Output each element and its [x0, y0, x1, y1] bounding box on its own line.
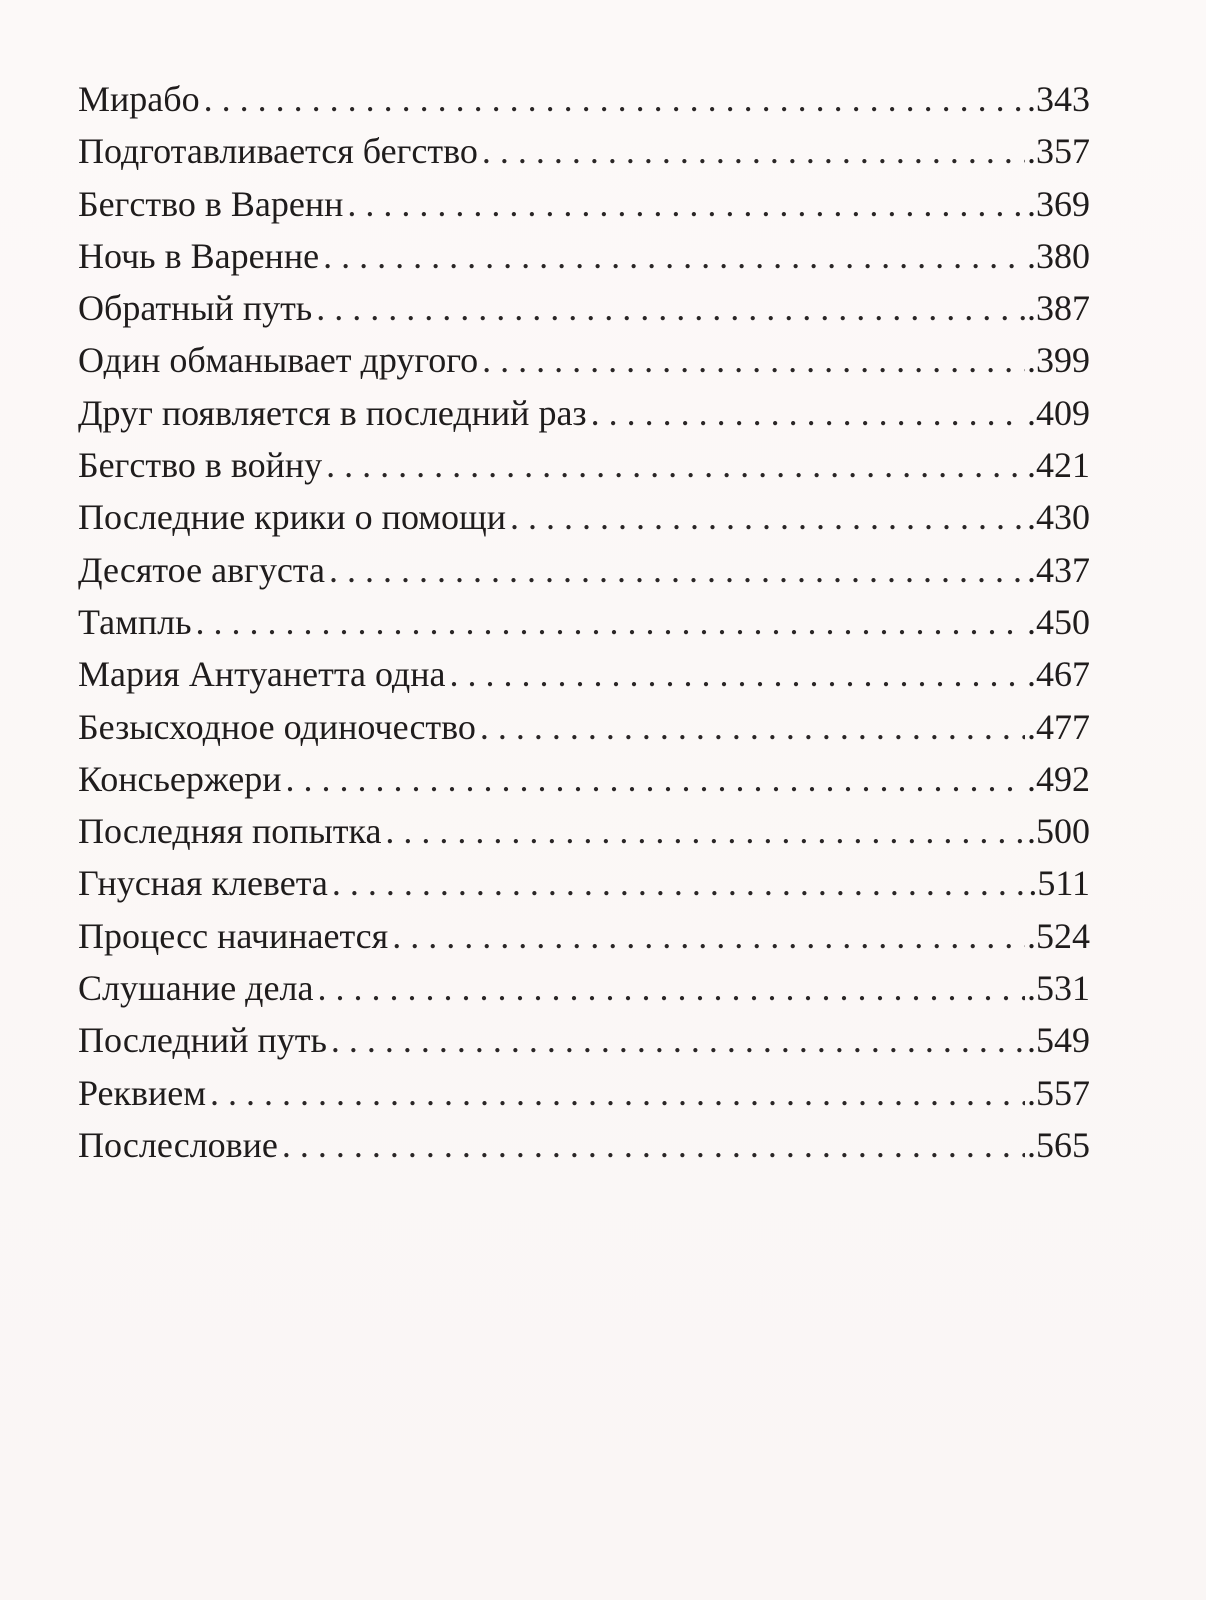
toc-entry [78, 183, 1090, 235]
dot-leader [317, 967, 1025, 1009]
toc-entry-page: .467 [1027, 654, 1090, 695]
toc-entry-page: .409 [1027, 392, 1090, 433]
toc-entry [78, 862, 1090, 914]
toc-entry [78, 496, 1090, 548]
dot-leader [282, 1124, 1025, 1166]
toc-entry-page: .450 [1027, 601, 1090, 642]
toc-entry-title: Безысходное одиночество [78, 706, 476, 747]
toc-entry-title: Обратный путь [78, 288, 313, 329]
toc-entry [78, 915, 1090, 967]
toc-entry-page: .369 [1027, 183, 1090, 224]
toc-entry [78, 130, 1090, 182]
toc-entry [78, 810, 1090, 862]
toc-entry [78, 758, 1090, 810]
toc-entry-title: Мирабо [78, 79, 200, 119]
toc-entry-page: .430 [1027, 497, 1090, 538]
toc-entry-page: .511 [1028, 863, 1090, 904]
table-of-contents [78, 78, 1090, 1176]
toc-entry [78, 967, 1090, 1019]
toc-entry [78, 653, 1090, 705]
toc-entry-title: Друг появляется в последний раз [78, 392, 587, 433]
toc-entry-page: .357 [1027, 131, 1090, 172]
dot-leader [450, 653, 1026, 695]
toc-entry [78, 444, 1090, 496]
dot-leader [196, 601, 1025, 643]
dot-leader [385, 810, 1025, 852]
dot-leader [482, 339, 1025, 381]
toc-entry-title: Консьержери [78, 758, 282, 799]
toc-entry [78, 339, 1090, 391]
toc-entry [78, 392, 1090, 444]
dot-leader [347, 183, 1025, 225]
toc-entry-title: Ночь в Варенне [78, 235, 320, 276]
toc-entry-title: Гнусная клевета [78, 863, 328, 904]
dot-leader [510, 496, 1025, 538]
toc-entry-page: .399 [1027, 340, 1090, 381]
toc-entry [78, 287, 1090, 339]
toc-entry-title: Процесс начинается [78, 915, 389, 956]
toc-entry-title: Один обманывает другого [78, 340, 479, 381]
toc-entry-title: Последняя попытка [78, 811, 382, 852]
toc-entry [78, 1072, 1090, 1124]
dot-leader [482, 130, 1025, 172]
dot-leader [286, 758, 1025, 800]
dot-leader [480, 706, 1025, 748]
toc-entry-page: .524 [1027, 915, 1090, 956]
dot-leader [316, 287, 1025, 329]
toc-entry-page: .343 [1027, 79, 1090, 119]
dot-leader [210, 1072, 1025, 1114]
toc-entry-title: Подготавливается бегство [78, 131, 478, 172]
dot-leader [392, 915, 1025, 957]
toc-entry-page: .387 [1027, 288, 1090, 329]
toc-entry-page: .437 [1027, 549, 1090, 590]
dot-leader [326, 444, 1025, 486]
toc-entry [78, 706, 1090, 758]
toc-entry-title: Реквием [78, 1072, 207, 1113]
dot-leader [331, 1019, 1025, 1061]
toc-entry-page: .557 [1027, 1072, 1090, 1113]
toc-entry-title: Бегство в Варенн [78, 183, 344, 224]
toc-entry-title: Последний путь [78, 1020, 327, 1061]
dot-leader [591, 392, 1025, 434]
toc-entry-title: Тампль [78, 601, 192, 642]
toc-entry-page: .549 [1027, 1020, 1090, 1061]
toc-entry [78, 1124, 1090, 1176]
dot-leader [323, 235, 1025, 277]
toc-entry-title: Последние крики о помощи [78, 497, 507, 538]
toc-entry [78, 235, 1090, 287]
toc-entry-page: .500 [1027, 811, 1090, 852]
toc-entry-page: .492 [1027, 758, 1090, 799]
toc-entry-title: Послесловие [78, 1124, 278, 1165]
toc-entry [78, 549, 1090, 601]
toc-entry-title: Мария Антуанетта одна [78, 654, 446, 695]
dot-leader [332, 862, 1026, 904]
toc-entry-page: .531 [1027, 968, 1090, 1009]
dot-leader [204, 78, 1025, 120]
toc-entry-page: .380 [1027, 235, 1090, 276]
toc-entry-title: Слушание дела [78, 968, 314, 1009]
toc-entry-page: .421 [1027, 445, 1090, 486]
toc-entry-title: Десятое августа [78, 549, 325, 590]
toc-entry-page: .565 [1027, 1124, 1090, 1165]
dot-leader [329, 549, 1025, 591]
toc-entry [78, 601, 1090, 653]
toc-entry [78, 1019, 1090, 1071]
toc-entry [78, 78, 1090, 130]
toc-entry-page: .477 [1027, 706, 1090, 747]
toc-entry-title: Бегство в войну [78, 445, 323, 486]
